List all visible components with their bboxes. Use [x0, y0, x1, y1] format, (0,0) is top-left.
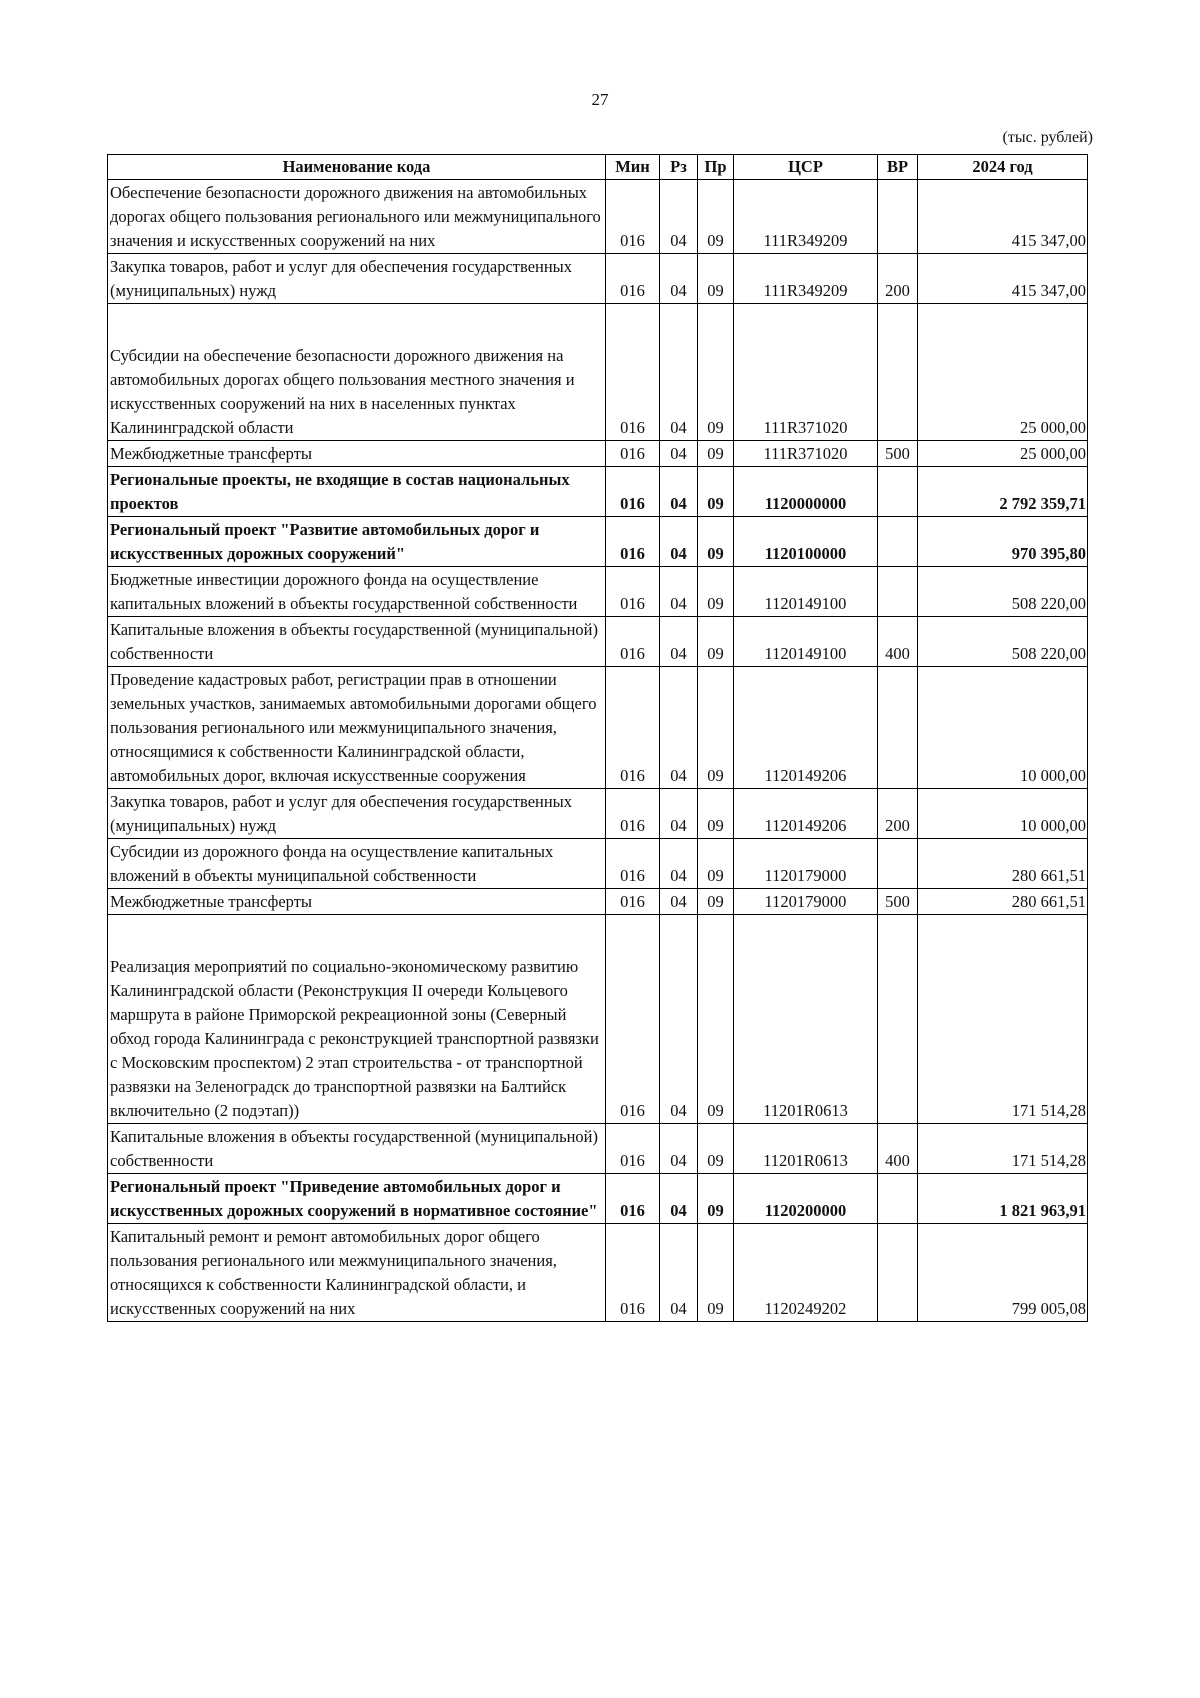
row-min: 016 [606, 915, 660, 1124]
header-csr: ЦСР [734, 155, 878, 180]
row-rz: 04 [660, 567, 698, 617]
row-amount: 171 514,28 [918, 1124, 1088, 1174]
row-name: Реализация мероприятий по социально-экономическому развитию Калининградской области (Реконструкция II очереди Кольцевого маршрута в районе Приморской рекреационной зоны (Северный обход города Калининграда с реконструкцией транспортной развязки с Московским проспектом) 2 этап строительства - от транспортной развязки на Зеленоградск до транспортной развязки на Балтийск включительно (2 подэтап)) [108, 915, 606, 1124]
header-vr: ВР [878, 155, 918, 180]
row-vr [878, 1224, 918, 1322]
row-pr: 09 [698, 1124, 734, 1174]
table-row [108, 467, 1088, 517]
row-rz: 04 [660, 467, 698, 517]
row-pr: 09 [698, 567, 734, 617]
row-rz: 04 [660, 617, 698, 667]
row-name: Региональный проект "Приведение автомобильных дорог и искусственных дорожных сооружений в нормативное состояние" [108, 1174, 606, 1224]
row-amount: 25 000,00 [918, 304, 1088, 441]
row-pr: 09 [698, 254, 734, 304]
row-rz: 04 [660, 1124, 698, 1174]
table-row [108, 1224, 1088, 1322]
row-vr [878, 1174, 918, 1224]
row-pr: 09 [698, 1174, 734, 1224]
row-csr: 11201R0613 [734, 1124, 878, 1174]
row-amount: 970 395,80 [918, 517, 1088, 567]
row-name: Межбюджетные трансферты [108, 889, 606, 915]
table-row [108, 789, 1088, 839]
row-rz: 04 [660, 1224, 698, 1322]
row-csr: 1120149206 [734, 667, 878, 789]
row-name: Обеспечение безопасности дорожного движения на автомобильных дорогах общего пользования регионального или межмуниципального значения и искусственных сооружений на них [108, 180, 606, 254]
row-rz: 04 [660, 517, 698, 567]
units-note: (тыс. рублей) [1002, 129, 1093, 146]
row-vr: 500 [878, 889, 918, 915]
row-min: 016 [606, 304, 660, 441]
row-rz: 04 [660, 180, 698, 254]
header-min: Мин [606, 155, 660, 180]
row-rz: 04 [660, 1174, 698, 1224]
row-name: Капитальные вложения в объекты государственной (муниципальной) собственности [108, 617, 606, 667]
row-csr: 1120200000 [734, 1174, 878, 1224]
row-csr: 1120149206 [734, 789, 878, 839]
row-amount: 280 661,51 [918, 889, 1088, 915]
row-pr: 09 [698, 180, 734, 254]
row-vr: 200 [878, 789, 918, 839]
row-vr [878, 915, 918, 1124]
header-name: Наименование кода [108, 155, 606, 180]
row-amount: 415 347,00 [918, 180, 1088, 254]
row-rz: 04 [660, 789, 698, 839]
row-amount: 2 792 359,71 [918, 467, 1088, 517]
row-rz: 04 [660, 254, 698, 304]
table-row [108, 889, 1088, 915]
row-vr [878, 667, 918, 789]
row-vr: 400 [878, 617, 918, 667]
row-rz: 04 [660, 667, 698, 789]
table-row [108, 567, 1088, 617]
row-pr: 09 [698, 889, 734, 915]
row-name: Субсидии на обеспечение безопасности дорожного движения на автомобильных дорогах общего пользования местного значения и искусственных сооружений на них в населенных пунктах Калининградской области [108, 304, 606, 441]
header-year: 2024 год [918, 155, 1088, 180]
table-row [108, 915, 1088, 1124]
row-amount: 415 347,00 [918, 254, 1088, 304]
row-amount: 280 661,51 [918, 839, 1088, 889]
table-row [108, 617, 1088, 667]
table-row [108, 517, 1088, 567]
row-min: 016 [606, 254, 660, 304]
page-number: 27 [591, 90, 609, 109]
table-row [108, 1174, 1088, 1224]
row-csr: 111R349209 [734, 180, 878, 254]
row-amount: 171 514,28 [918, 915, 1088, 1124]
row-amount: 508 220,00 [918, 567, 1088, 617]
row-amount: 25 000,00 [918, 441, 1088, 467]
row-pr: 09 [698, 441, 734, 467]
row-vr: 200 [878, 254, 918, 304]
row-vr [878, 839, 918, 889]
table-header-row [108, 155, 1088, 180]
row-min: 016 [606, 839, 660, 889]
row-csr: 1120179000 [734, 889, 878, 915]
table-row [108, 441, 1088, 467]
table-row [108, 667, 1088, 789]
row-rz: 04 [660, 915, 698, 1124]
table-row [108, 304, 1088, 441]
row-min: 016 [606, 889, 660, 915]
row-min: 016 [606, 789, 660, 839]
row-pr: 09 [698, 789, 734, 839]
row-min: 016 [606, 467, 660, 517]
row-rz: 04 [660, 304, 698, 441]
row-amount: 508 220,00 [918, 617, 1088, 667]
table-row [108, 839, 1088, 889]
row-csr: 1120249202 [734, 1224, 878, 1322]
row-min: 016 [606, 617, 660, 667]
row-amount: 1 821 963,91 [918, 1174, 1088, 1224]
table-row [108, 254, 1088, 304]
row-csr: 1120149100 [734, 567, 878, 617]
row-min: 016 [606, 1124, 660, 1174]
row-pr: 09 [698, 467, 734, 517]
header-pr: Пр [698, 155, 734, 180]
row-min: 016 [606, 667, 660, 789]
row-csr: 1120149100 [734, 617, 878, 667]
row-name: Закупка товаров, работ и услуг для обеспечения государственных (муниципальных) нужд [108, 254, 606, 304]
row-pr: 09 [698, 1224, 734, 1322]
row-vr: 500 [878, 441, 918, 467]
row-amount: 10 000,00 [918, 667, 1088, 789]
row-rz: 04 [660, 839, 698, 889]
row-name: Проведение кадастровых работ, регистрации прав в отношении земельных участков, занимаемых автомобильными дорогами общего пользования регионального или межмуниципального значения, относящимися к собственности Калининградской области, автомобильных дорог, включая искусственные сооружения [108, 667, 606, 789]
row-amount: 799 005,08 [918, 1224, 1088, 1322]
row-csr: 1120100000 [734, 517, 878, 567]
row-name: Межбюджетные трансферты [108, 441, 606, 467]
row-pr: 09 [698, 915, 734, 1124]
row-min: 016 [606, 567, 660, 617]
row-name: Региональный проект "Развитие автомобильных дорог и искусственных дорожных сооружений" [108, 517, 606, 567]
header-rz: Рз [660, 155, 698, 180]
row-min: 016 [606, 180, 660, 254]
budget-table [107, 154, 1088, 1322]
row-vr [878, 567, 918, 617]
row-csr: 11201R0613 [734, 915, 878, 1124]
row-pr: 09 [698, 839, 734, 889]
row-name: Региональные проекты, не входящие в состав национальных проектов [108, 467, 606, 517]
row-pr: 09 [698, 517, 734, 567]
row-min: 016 [606, 517, 660, 567]
table-row [108, 180, 1088, 254]
row-csr: 111R371020 [734, 304, 878, 441]
row-pr: 09 [698, 304, 734, 441]
row-name: Капитальные вложения в объекты государственной (муниципальной) собственности [108, 1124, 606, 1174]
row-name: Субсидии из дорожного фонда на осуществление капитальных вложений в объекты муниципальной собственности [108, 839, 606, 889]
row-vr [878, 180, 918, 254]
row-vr [878, 517, 918, 567]
row-name: Закупка товаров, работ и услуг для обеспечения государственных (муниципальных) нужд [108, 789, 606, 839]
row-pr: 09 [698, 617, 734, 667]
row-csr: 1120000000 [734, 467, 878, 517]
row-vr [878, 467, 918, 517]
row-rz: 04 [660, 441, 698, 467]
row-name: Бюджетные инвестиции дорожного фонда на осуществление капитальных вложений в объекты государственной собственности [108, 567, 606, 617]
table-row [108, 1124, 1088, 1174]
row-min: 016 [606, 1224, 660, 1322]
row-csr: 111R371020 [734, 441, 878, 467]
row-csr: 1120179000 [734, 839, 878, 889]
row-pr: 09 [698, 667, 734, 789]
row-name: Капитальный ремонт и ремонт автомобильных дорог общего пользования регионального или межмуниципального значения, относящихся к собственности Калининградской области, и искусственных сооружений на них [108, 1224, 606, 1322]
row-rz: 04 [660, 889, 698, 915]
row-vr: 400 [878, 1124, 918, 1174]
row-min: 016 [606, 1174, 660, 1224]
row-csr: 111R349209 [734, 254, 878, 304]
row-amount: 10 000,00 [918, 789, 1088, 839]
row-vr [878, 304, 918, 441]
row-min: 016 [606, 441, 660, 467]
